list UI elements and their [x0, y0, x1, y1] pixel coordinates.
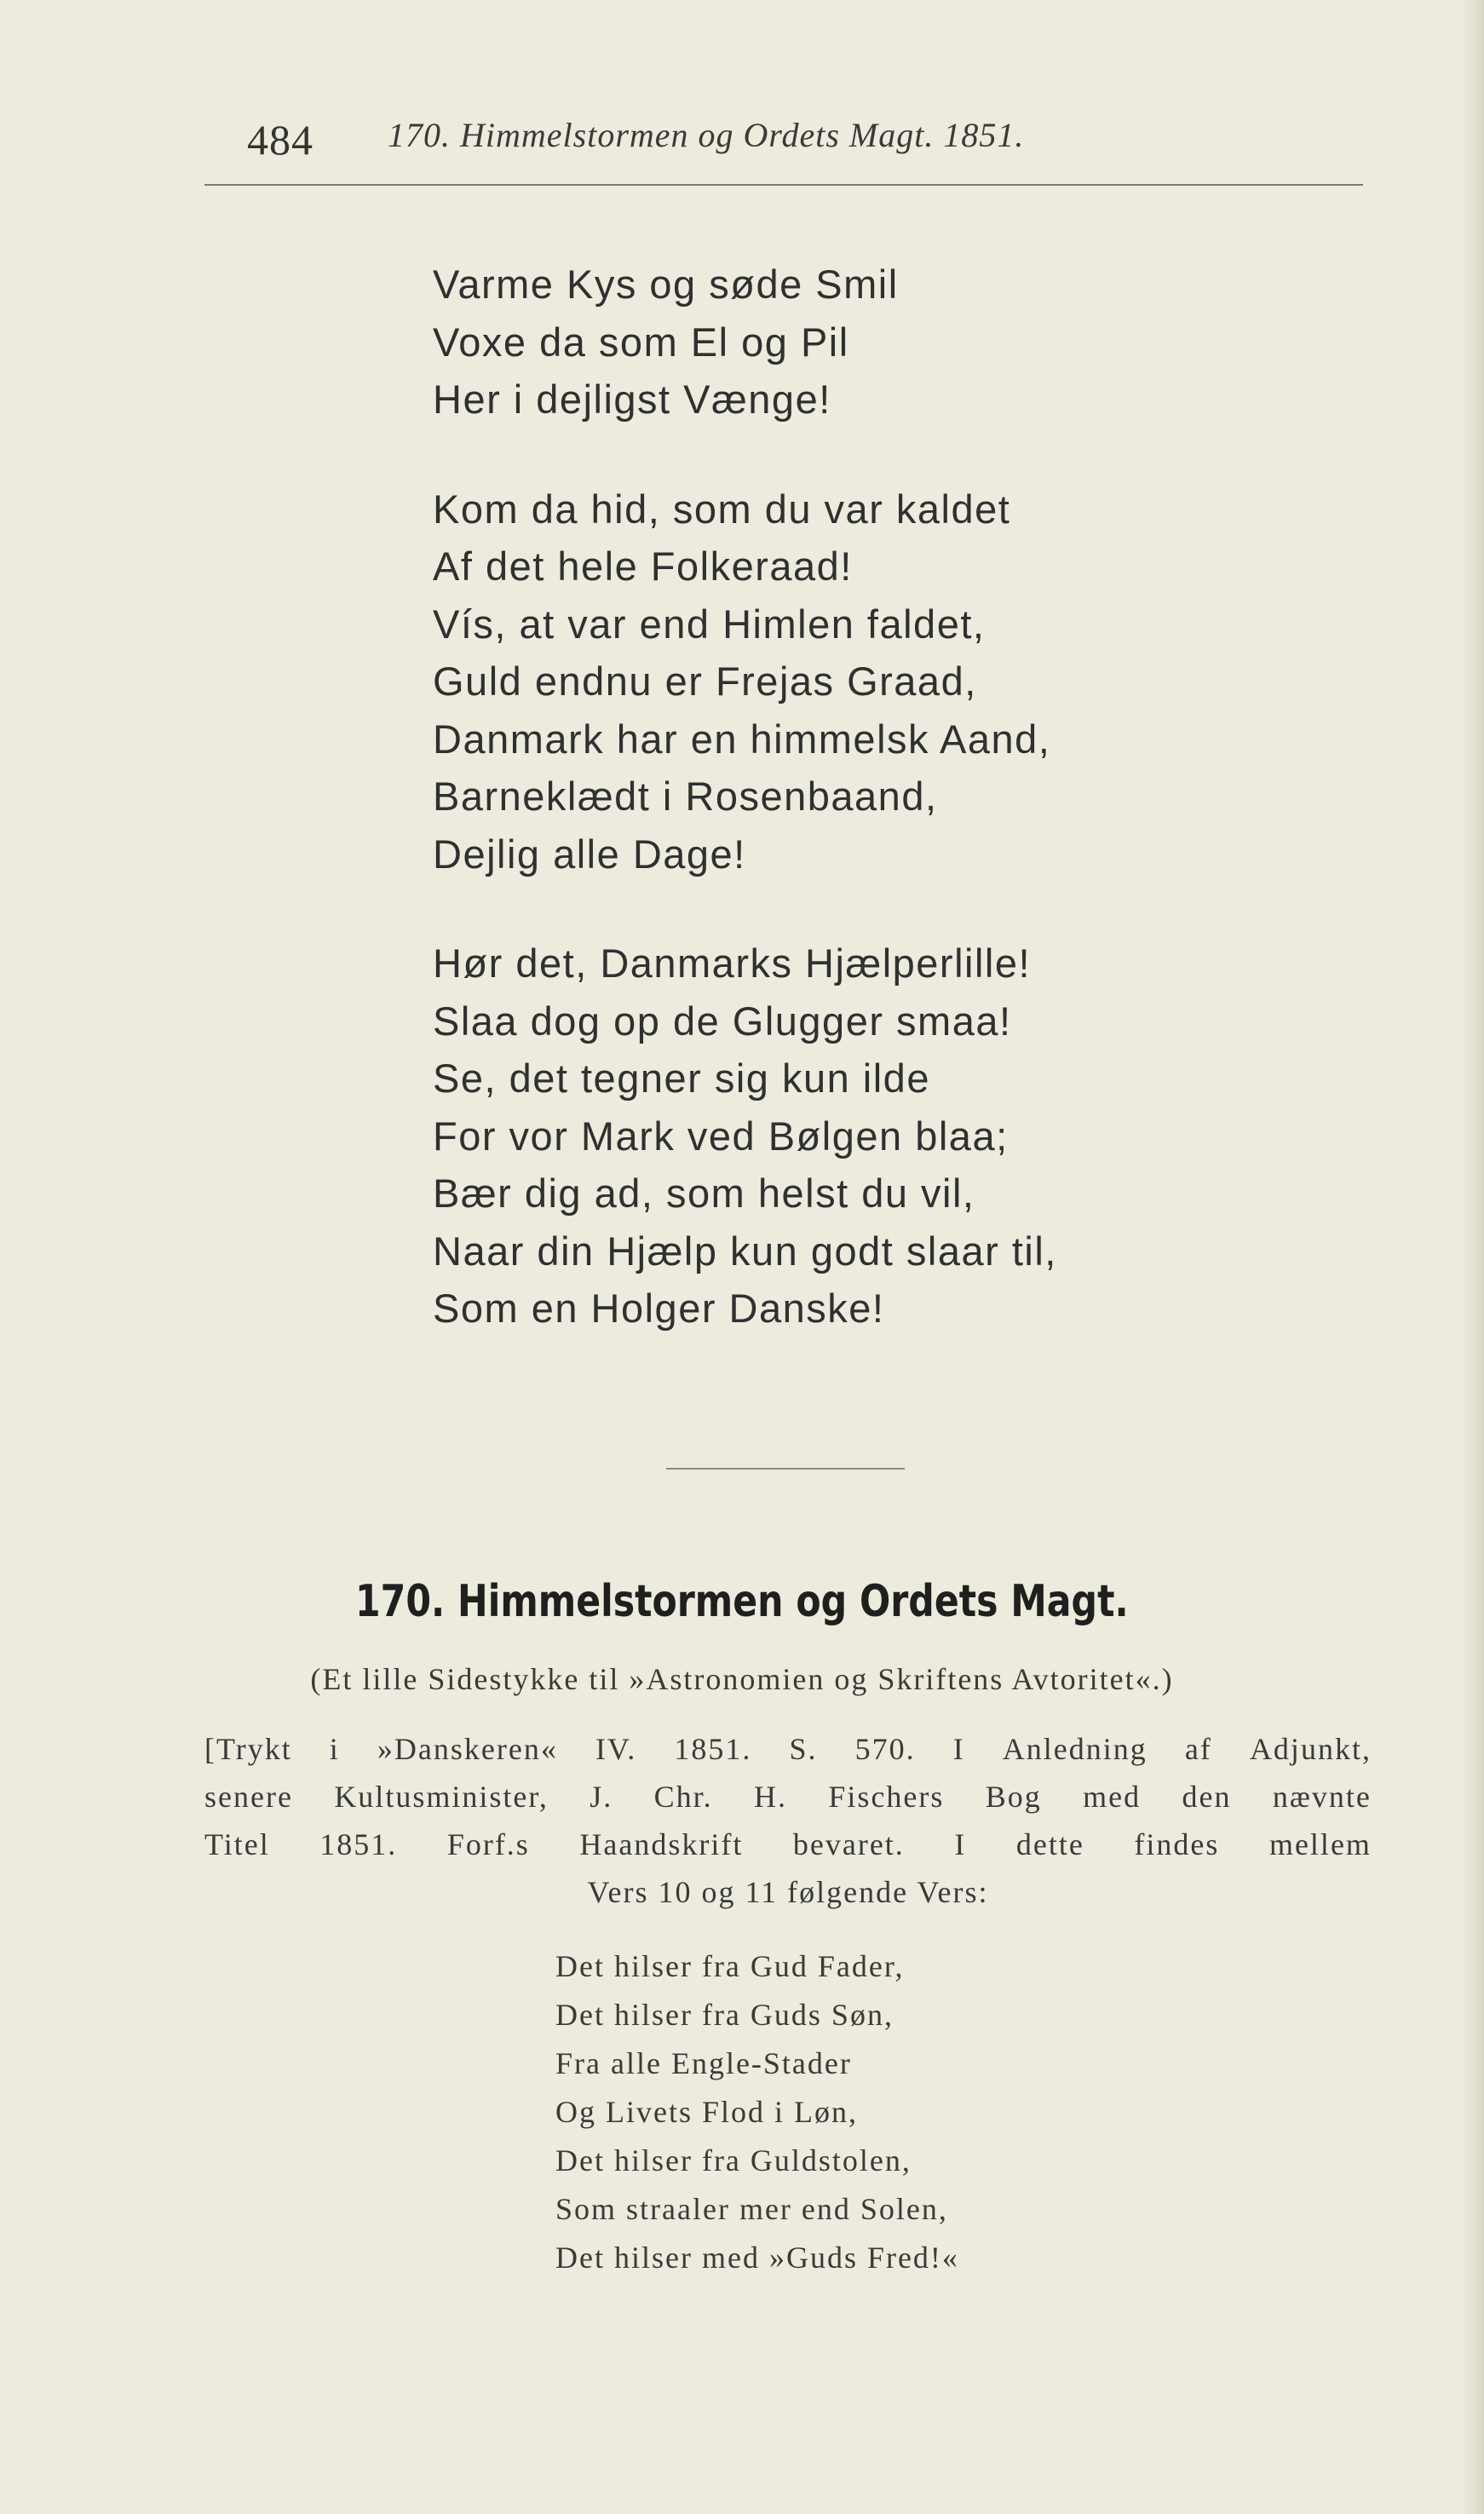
poem-line: For vor Mark ved Bølgen blaa;: [433, 1113, 1009, 1159]
poem-line: Kom da hid, som du var kaldet: [433, 486, 1011, 532]
note-word: 1851.: [319, 1827, 398, 1861]
poem-line: Vís, at var end Himlen faldet,: [433, 601, 986, 647]
section-subtitle: (Et lille Sidestykke til »Astronomien og Skriftens Avtoritet«.): [310, 1662, 1174, 1696]
poem-line: Varme Kys og søde Smil: [433, 262, 899, 307]
quoted-line: Fra alle Engle-Stader: [555, 2046, 852, 2080]
page-edge-shadow: [1462, 0, 1484, 2514]
note-word: 1851.: [674, 1732, 752, 1766]
note-word: dette: [1015, 1827, 1084, 1861]
note-line: [204, 1725, 1372, 1773]
poem-line: Af det hele Folkeraad!: [433, 544, 853, 589]
note-line: [204, 1773, 1372, 1821]
note-word: Titel: [204, 1827, 270, 1861]
poem-line: Her i dejligst Vænge!: [433, 377, 831, 422]
note-word: senere: [204, 1780, 293, 1814]
note-word: med: [1083, 1780, 1142, 1814]
note-word: H.: [754, 1780, 788, 1814]
quoted-line: Det hilser fra Gud Fader,: [555, 1949, 905, 1983]
note-word: af: [1184, 1732, 1212, 1766]
poem-line: Voxe da som El og Pil: [433, 319, 849, 365]
note-word: Fischers: [828, 1780, 945, 1814]
quoted-line: Og Livets Flod i Løn,: [555, 2095, 858, 2129]
note-word: [Trykt: [204, 1732, 292, 1766]
page-header: [204, 106, 1363, 183]
note-word: 570.: [854, 1732, 916, 1766]
quoted-line: Det hilser med »Guds Fred!«: [555, 2241, 959, 2275]
note-word: findes: [1134, 1827, 1220, 1861]
poem-line: Danmark har en himmelsk Aand,: [433, 716, 1051, 762]
note-word: »Danskeren«: [377, 1732, 558, 1766]
note-line: [204, 1821, 1372, 1868]
note-word: Haandskrift: [579, 1827, 744, 1861]
note-line-text: Vers 10 og 11 følgende Vers:: [587, 1875, 989, 1909]
note-word: Adjunkt,: [1249, 1732, 1372, 1766]
note-word: S.: [789, 1732, 818, 1766]
stanza: [433, 256, 1285, 429]
note-word: I: [952, 1732, 965, 1766]
poem-line: Guld endnu er Frejas Graad,: [433, 659, 977, 704]
editorial-note: [204, 1725, 1372, 1916]
poem-line: Barneklædt i Rosenbaand,: [433, 774, 938, 819]
poem-line: Bær dig ad, som helst du vil,: [433, 1171, 975, 1216]
poem-line: Se, det tegner sig kun ilde: [433, 1056, 930, 1101]
quoted-verse: [555, 1942, 1237, 2282]
note-word: mellem: [1268, 1827, 1372, 1861]
note-word: Forf.s: [446, 1827, 530, 1861]
poem-line: Dejlig alle Dage!: [433, 831, 746, 877]
stanza: [433, 480, 1285, 883]
quoted-line: Som straaler mer end Solen,: [555, 2192, 948, 2226]
poem-line: Naar din Hjælp kun godt slaar til,: [433, 1228, 1057, 1274]
stanza: [433, 935, 1285, 1338]
note-word: IV.: [595, 1732, 637, 1766]
note-word: nævnte: [1272, 1780, 1372, 1814]
quoted-line: Det hilser fra Guds Søn,: [555, 1998, 894, 2032]
note-line: [204, 1868, 1372, 1916]
poem-line: Hør det, Danmarks Hjælperlille!: [433, 941, 1032, 986]
header-rule: [204, 184, 1363, 186]
page-number: 484: [247, 116, 313, 164]
section-divider: [666, 1468, 905, 1470]
quoted-line: Det hilser fra Guldstolen,: [555, 2143, 912, 2177]
poem: [433, 256, 1285, 1389]
note-word: i: [329, 1732, 340, 1766]
running-head: 170. Himmelstormen og Ordets Magt. 1851.: [388, 116, 1025, 154]
poem-line: Som en Holger Danske!: [433, 1286, 885, 1331]
note-word: J.: [590, 1780, 613, 1814]
note-word: Chr.: [653, 1780, 713, 1814]
note-word: bevaret.: [792, 1827, 905, 1861]
section-title: 170. Himmelstormen og Ordets Magt.: [354, 1576, 1129, 1627]
note-word: Anledning: [1002, 1732, 1148, 1766]
note-word: Kultusminister,: [334, 1780, 549, 1814]
poem-line: Slaa dog op de Glugger smaa!: [433, 998, 1012, 1044]
note-word: den: [1182, 1780, 1232, 1814]
note-word: Bog: [985, 1780, 1042, 1814]
note-word: I: [954, 1827, 967, 1861]
